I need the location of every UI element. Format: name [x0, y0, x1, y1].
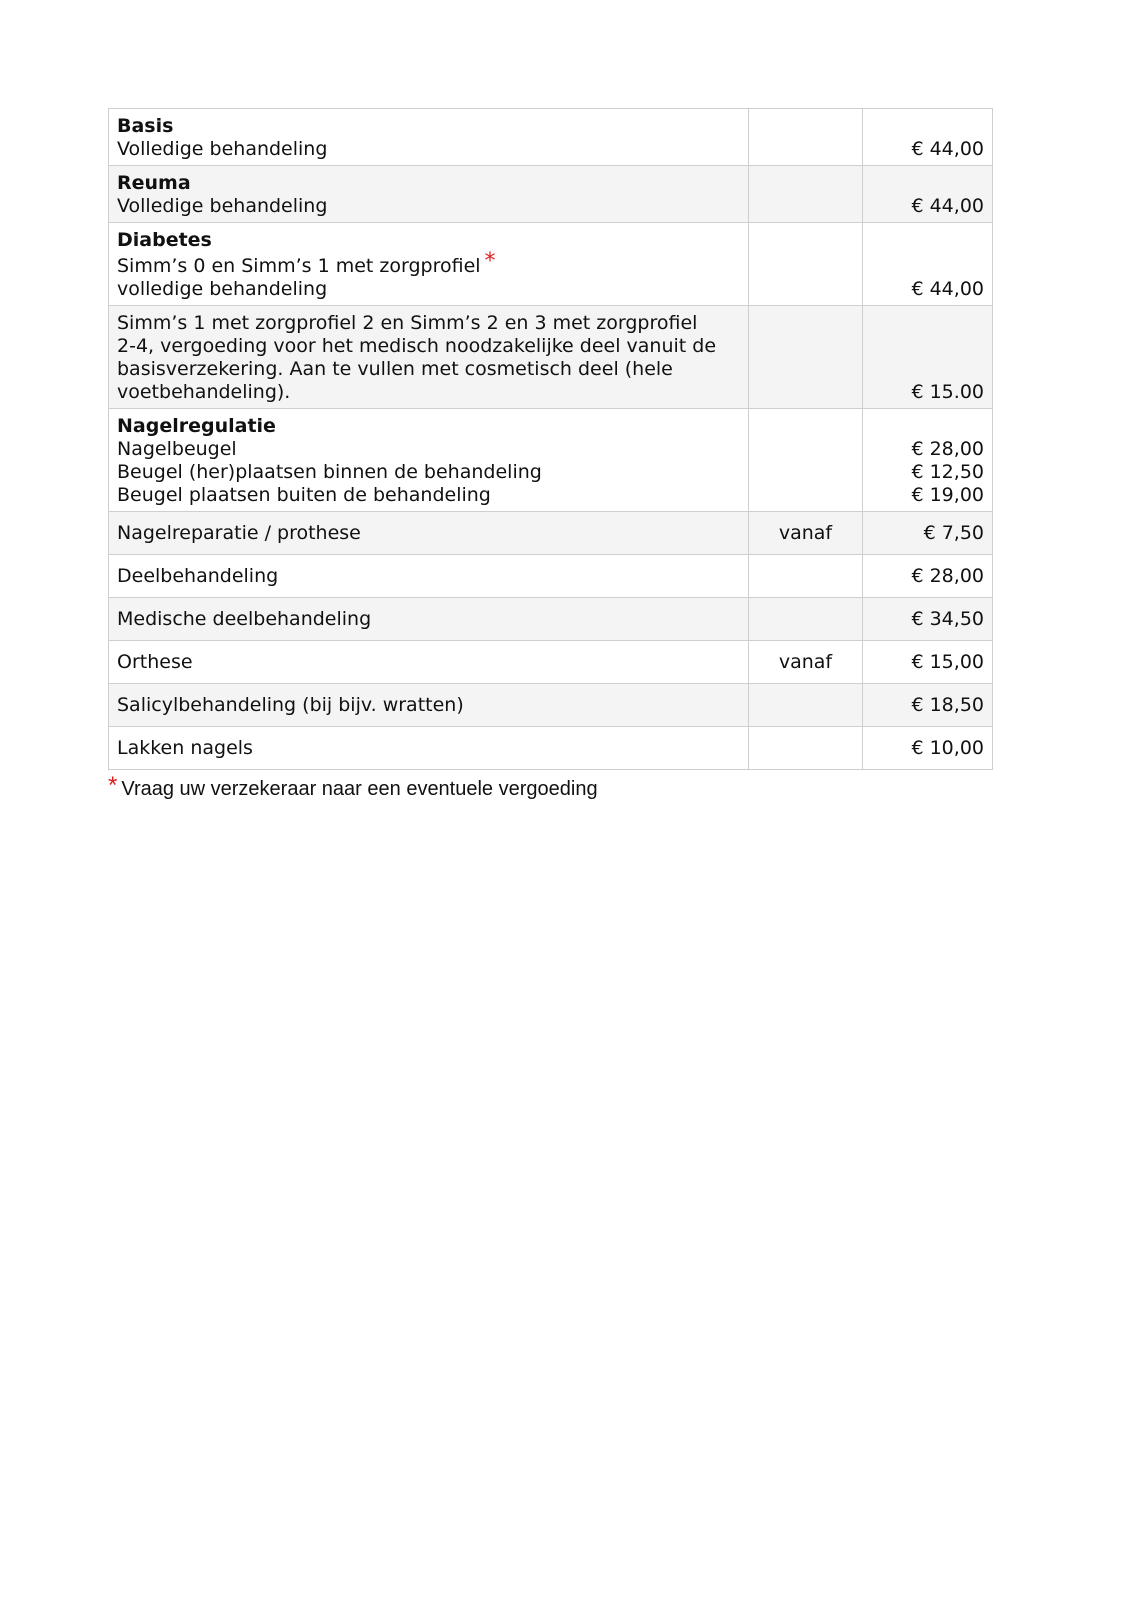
row-line: volledige behandeling: [117, 278, 328, 300]
price-value: € 44,00: [911, 138, 984, 160]
row-line: Simm’s 1 met zorgprofiel 2 en Simm’s 2 en 3 met zorgprofiel: [117, 312, 698, 334]
table-row-reuma: [109, 166, 993, 223]
price-cell: € 34,50: [863, 598, 993, 641]
price-value: € 15.00: [911, 381, 984, 403]
price-cell: [863, 306, 993, 409]
price-cell: € 15,00: [863, 641, 993, 684]
row-line: Volledige behandeling: [117, 138, 328, 160]
price-value: € 12,50: [911, 461, 984, 483]
table-row-diabetes: [109, 223, 993, 306]
row-heading: Reuma: [117, 172, 191, 194]
row-line: 2-4, vergoeding voor het medisch noodzakelijke deel vanuit de: [117, 335, 717, 357]
price-cell: [863, 166, 993, 223]
description-cell: Lakken nagels: [109, 727, 749, 770]
table-row-nagelregulatie: [109, 409, 993, 512]
table-row-nagelreparatie: [109, 512, 993, 555]
price-cell: € 10,00: [863, 727, 993, 770]
row-line-text: Simm’s 0 en Simm’s 1 met zorgprofiel: [117, 255, 481, 277]
description-cell: Nagelreparatie / prothese: [109, 512, 749, 555]
description-cell: Medische deelbehandeling: [109, 598, 749, 641]
description-cell: Deelbehandeling: [109, 555, 749, 598]
description-cell: [109, 223, 749, 306]
footnote-asterisk: *: [108, 772, 118, 799]
price-table: [108, 108, 993, 770]
note-cell: [749, 109, 863, 166]
price-value: € 28,00: [911, 438, 984, 460]
price-cell: [863, 409, 993, 512]
description-cell: [109, 306, 749, 409]
price-cell: [863, 109, 993, 166]
row-line: [117, 249, 740, 278]
asterisk-marker: *: [484, 249, 496, 274]
price-cell: [863, 223, 993, 306]
note-cell: [749, 555, 863, 598]
row-line: Beugel plaatsen buiten de behandeling: [117, 484, 491, 506]
price-value: € 19,00: [911, 484, 984, 506]
footnote-text: Vraag uw verzekeraar naar een eventuele vergoeding: [121, 778, 598, 800]
note-cell: [749, 306, 863, 409]
note-cell: [749, 223, 863, 306]
price-cell: € 7,50: [863, 512, 993, 555]
price-cell: € 18,50: [863, 684, 993, 727]
row-line: basisverzekering. Aan te vullen met cosmetisch deel (hele: [117, 358, 673, 380]
table-row-lakken-nagels: [109, 727, 993, 770]
table-row-basis: [109, 109, 993, 166]
table-row-orthese: [109, 641, 993, 684]
footnote: [108, 774, 598, 802]
note-cell: [749, 409, 863, 512]
table-row-deelbehandeling: [109, 555, 993, 598]
price-value: € 44,00: [911, 195, 984, 217]
price-cell: € 28,00: [863, 555, 993, 598]
description-cell: Orthese: [109, 641, 749, 684]
description-cell: [109, 166, 749, 223]
row-heading: Diabetes: [117, 229, 212, 251]
row-line: Beugel (her)plaatsen binnen de behandeling: [117, 461, 542, 483]
note-cell: [749, 598, 863, 641]
note-cell: [749, 684, 863, 727]
description-cell: Salicylbehandeling (bij bijv. wratten): [109, 684, 749, 727]
row-line: voetbehandeling).: [117, 381, 291, 403]
note-cell: [749, 166, 863, 223]
row-line: Nagelbeugel: [117, 438, 237, 460]
table-row-salicylbehandeling: [109, 684, 993, 727]
note-cell: vanaf: [749, 512, 863, 555]
note-cell: [749, 727, 863, 770]
row-heading: Basis: [117, 115, 174, 137]
description-cell: [109, 109, 749, 166]
table-row-medische-deelbehandeling: [109, 598, 993, 641]
table-row-simms: [109, 306, 993, 409]
price-value: € 44,00: [911, 278, 984, 300]
description-cell: [109, 409, 749, 512]
row-heading: Nagelregulatie: [117, 415, 276, 437]
note-cell: vanaf: [749, 641, 863, 684]
row-line: Volledige behandeling: [117, 195, 328, 217]
